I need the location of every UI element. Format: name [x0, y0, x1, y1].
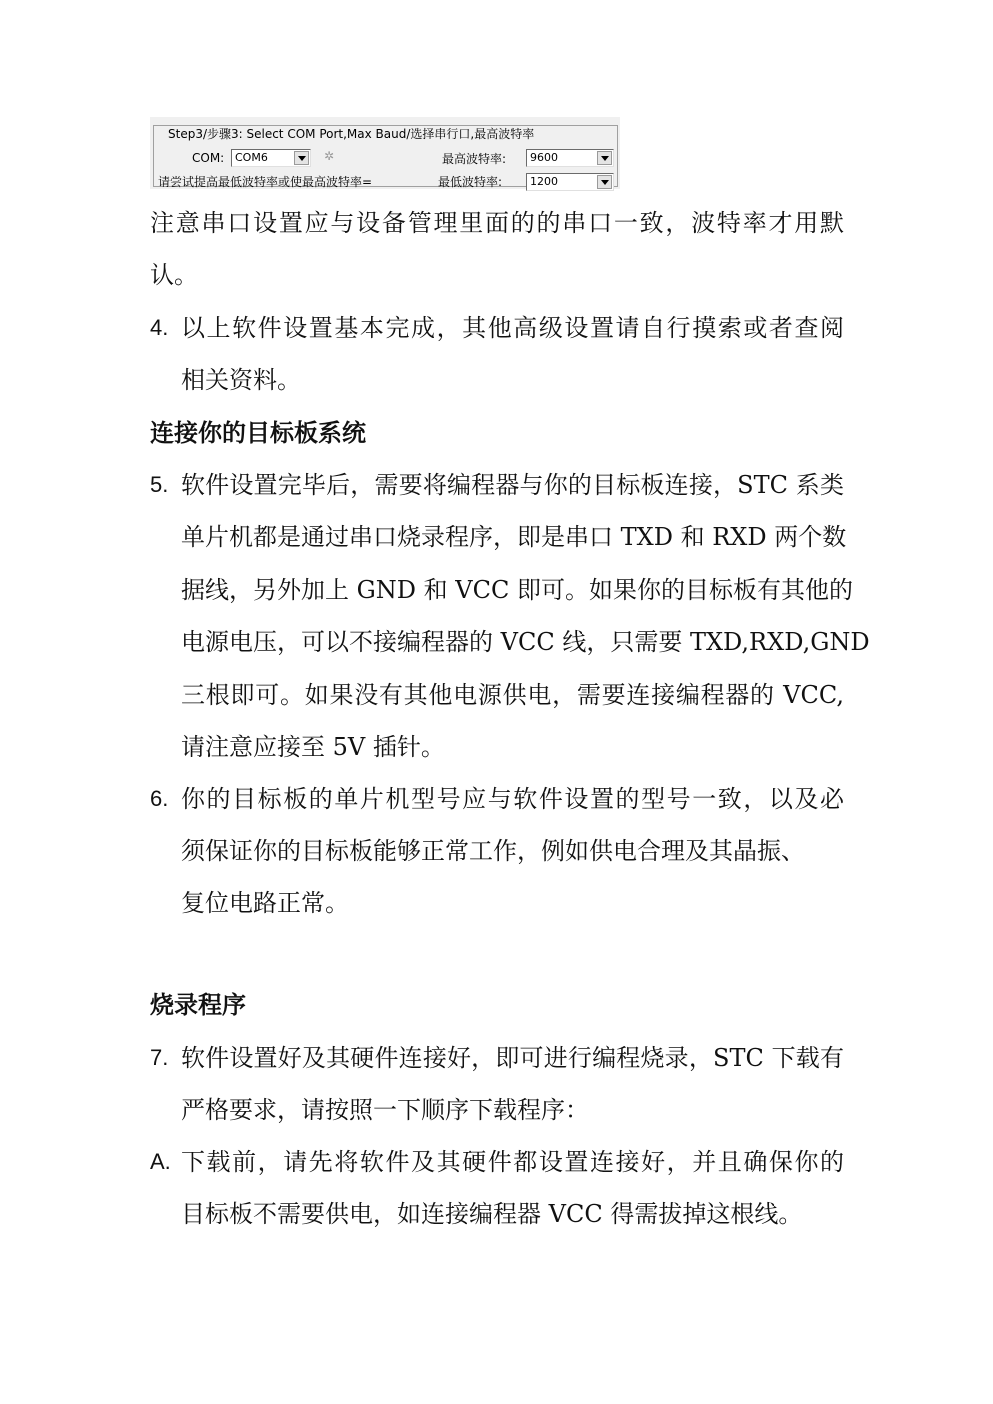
item-a-line-2: 目标板不需要供电，如连接编程器 VCC 得需拔掉这根线。: [181, 1200, 803, 1228]
com-port-select[interactable]: [231, 149, 311, 167]
item-5-line-6: 请注意应接至 5V 插针。: [181, 733, 445, 761]
item-5-line-1: 软件设置完毕后，需要将编程器与你的目标板连接，STC 系类: [181, 471, 844, 499]
com-port-value: COM6: [235, 151, 268, 164]
item-6-line-3: 复位电路正常。: [181, 889, 349, 917]
note-line-2: 认。: [150, 261, 198, 289]
min-baud-value: 1200: [530, 175, 558, 188]
item-4-line-2: 相关资料。: [181, 366, 301, 394]
item-5-line-5: 三根即可。如果没有其他电源供电，需要连接编程器的 VCC,: [181, 681, 844, 709]
item-a-line-1: 下载前，请先将软件及其硬件都设置连接好，并且确保你的: [181, 1148, 844, 1176]
max-baud-select[interactable]: [526, 149, 614, 167]
item-6-number: 6.: [150, 786, 169, 811]
item-a-number: A.: [150, 1149, 171, 1174]
baud-hint-label: 请尝试提高最低波特率或使最高波特率=: [158, 175, 373, 189]
chevron-down-icon[interactable]: [294, 151, 309, 165]
min-baud-label: 最低波特率:: [438, 175, 503, 189]
item-4-line-1: 以上软件设置基本完成，其他高级设置请自行摸索或者查阅: [181, 314, 844, 342]
step3-legend: Step3/步骤3: Select COM Port,Max Baud/选择串行口,最高波特率: [168, 127, 535, 141]
item-4-number: 4.: [150, 315, 169, 340]
heading-burn-program: 烧录程序: [150, 990, 246, 1019]
heading-connect-target-board: 连接你的目标板系统: [150, 418, 366, 447]
item-5-line-2: 单片机都是通过串口烧录程序，即是串口 TXD 和 RXD 两个数: [181, 523, 847, 551]
item-5-line-3: 据线，另外加上 GND 和 VCC 即可。如果你的目标板有其他的: [181, 576, 853, 604]
chevron-down-icon[interactable]: [597, 151, 612, 165]
chevron-down-icon[interactable]: [597, 175, 612, 189]
gear-icon: ✲: [324, 149, 335, 163]
com-port-settings-panel: [150, 117, 620, 189]
item-7-line-2: 严格要求，请按照一下顺序下载程序：: [181, 1096, 589, 1124]
min-baud-select[interactable]: [526, 173, 614, 191]
item-7-number: 7.: [150, 1045, 169, 1070]
item-5-line-4: 电源电压，可以不接编程器的 VCC 线，只需要 TXD,RXD,GND: [181, 628, 870, 656]
item-6-line-1: 你的目标板的单片机型号应与软件设置的型号一致，以及必: [181, 785, 844, 813]
note-line-1: 注意串口设置应与设备管理里面的的串口一致，波特率才用默: [150, 209, 844, 237]
step3-groupbox: [153, 125, 618, 187]
item-7-line-1: 软件设置好及其硬件连接好，即可进行编程烧录，STC 下载有: [181, 1044, 844, 1072]
max-baud-label: 最高波特率:: [442, 152, 507, 166]
max-baud-value: 9600: [530, 151, 558, 164]
item-5-number: 5.: [150, 472, 169, 497]
com-label: COM:: [192, 151, 225, 165]
item-6-line-2: 须保证你的目标板能够正常工作，例如供电合理及其晶振、: [181, 837, 805, 865]
